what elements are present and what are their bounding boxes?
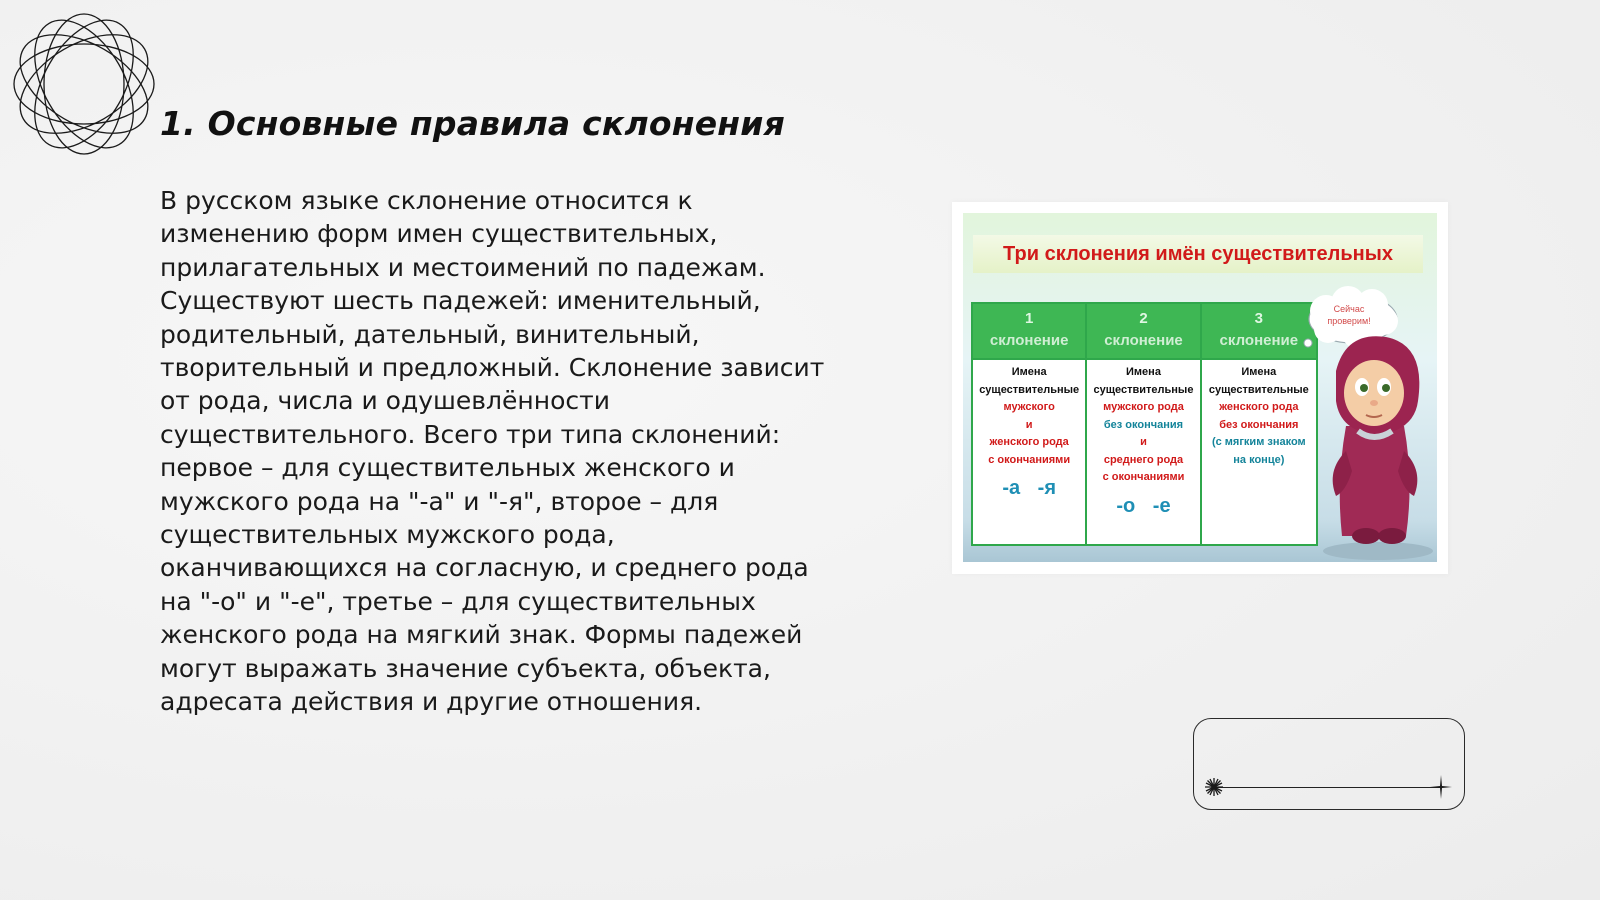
declension-label: склонение: [1219, 332, 1299, 349]
declension-label: склонение: [989, 332, 1069, 349]
declension-description-line: среднего рода: [1103, 453, 1184, 466]
declension-number: 3: [1254, 310, 1263, 327]
declension-column-header: [973, 304, 1085, 360]
declension-description-line: мужского рода: [1103, 401, 1184, 413]
declension-description: [973, 360, 1085, 503]
cross-star-icon: [1430, 775, 1452, 799]
declension-description-line: существительные: [1208, 383, 1309, 396]
speech-bubble-line: проверим!: [1327, 316, 1371, 326]
declension-description: [1202, 360, 1316, 469]
speech-bubble-text: [1309, 303, 1389, 327]
declension-column-1: [973, 304, 1087, 544]
declension-description-line: с окончаниями: [1102, 471, 1185, 483]
speech-bubble-line: Сейчас: [1333, 304, 1365, 314]
declension-number: 2: [1139, 310, 1148, 327]
declension-table: [971, 302, 1318, 546]
declension-endings: -а -я: [1002, 477, 1056, 499]
declension-description-line: Имена: [1241, 366, 1277, 378]
illustration-canvas: [963, 213, 1437, 562]
slide-body-text: В русском языке склонение относится к изменению форм имен существительных, прилагательных и местоимений по падежам. Существуют шесть падежей: именительный, родительный, дательный, винительный, творительный и предложный. Склонение зависит от рода, числа и одушевлённости существительного. Всего три типа склонений: первое – для существительных женского и мужского рода на "-а" и "-я", второе – для существительных мужского рода, оканчивающихся на согласную, и среднего рода на "-о" и "-е", третье – для существительных женского рода на мягкий знак. Формы падежей могут выражать значение субъекта, объекта, адресата действия и другие отношения.: [160, 186, 825, 717]
declension-description-line: без окончания: [1103, 418, 1184, 431]
declension-description-line: женского рода: [989, 436, 1069, 448]
declension-description-line: на конце): [1233, 453, 1285, 466]
declension-description: [1087, 360, 1199, 521]
declension-endings: -о -е: [1116, 494, 1171, 517]
declension-label: склонение: [1104, 332, 1183, 349]
declension-description-line: без окончания: [1219, 418, 1299, 431]
slider-track[interactable]: [1216, 787, 1441, 788]
declension-description-line: мужского: [1003, 401, 1055, 413]
declension-column-header: [1087, 304, 1199, 360]
orbit-rings-icon: [10, 10, 158, 158]
declension-description-line: Имена: [1126, 366, 1161, 378]
declension-description-line: Имена: [1011, 366, 1047, 378]
declension-description-line: и: [1025, 418, 1033, 431]
sparkle-icon: [1203, 776, 1225, 798]
declension-column-2: [1087, 304, 1201, 544]
slide-title: 1. Основные правила склонения: [160, 104, 785, 143]
declension-description-line: существительные: [979, 383, 1080, 396]
declension-description-line: с окончаниями: [988, 453, 1071, 466]
slider-widget[interactable]: [1193, 718, 1465, 810]
declension-description-line: женского рода: [1219, 401, 1299, 413]
declension-description-line: и: [1140, 436, 1147, 448]
declension-description-line: (с мягким знаком: [1211, 436, 1306, 448]
declension-illustration: [952, 202, 1448, 574]
doll-character-icon: [1306, 331, 1437, 562]
declension-description-line: существительные: [1093, 383, 1194, 396]
declension-number: 1: [1024, 310, 1034, 327]
illustration-title: Три склонения имён существительных: [973, 235, 1423, 273]
